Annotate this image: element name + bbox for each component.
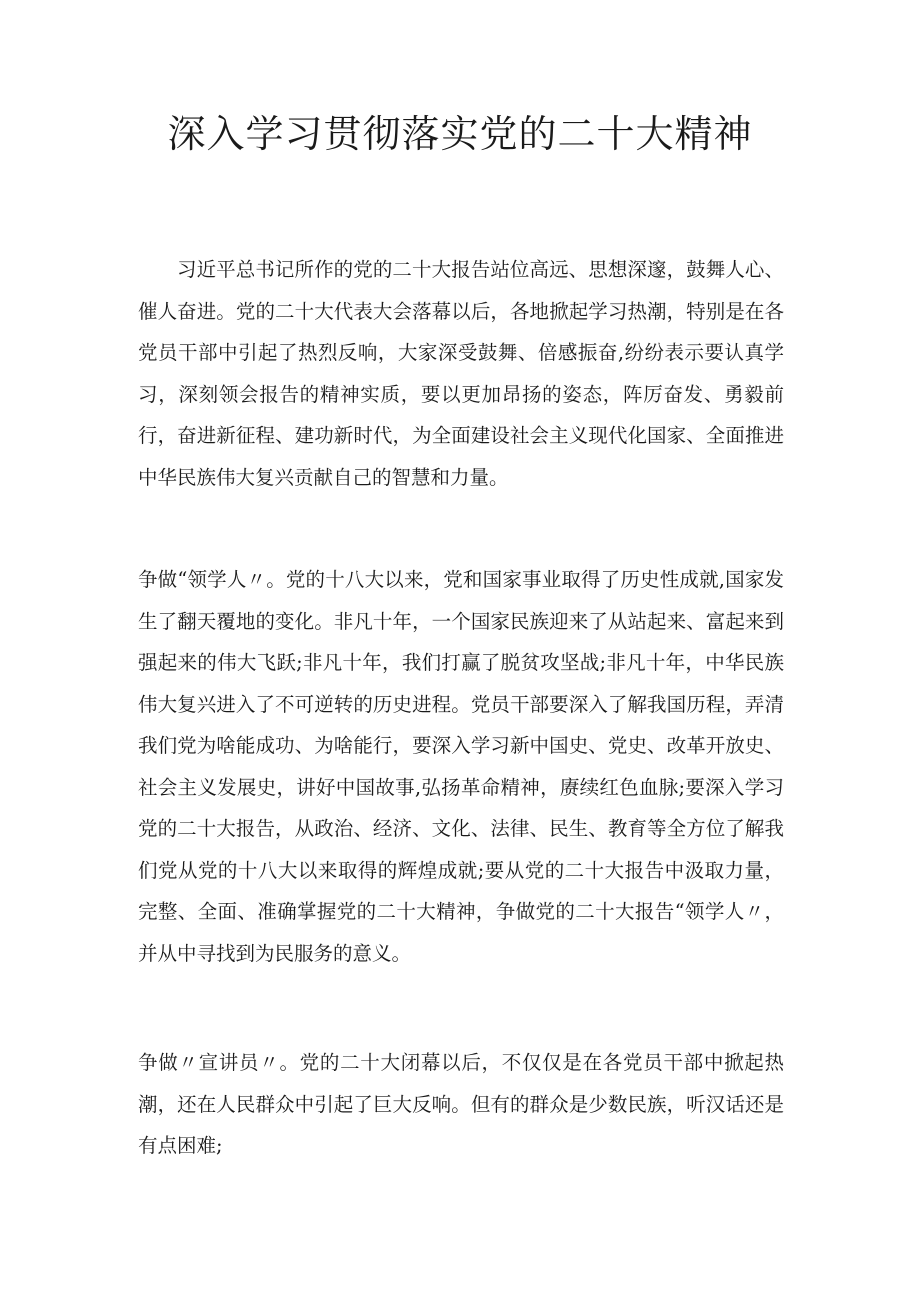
paragraph-lecturer: 争做〃宣讲员〃。党的二十大闭幕以后，不仅仅是在各党员干部中掀起热潮，还在人民群众中引起了巨大反响。但有的群众是少数民族，听汉话还是有点困难; [138,1051,784,1157]
paragraph-intro: 习近平总书记所作的党的二十大报告站位高远、思想深邃，鼓舞人心、催人奋进。党的二十大代表大会落幕以后，各地掀起学习热潮，特别是在各党员干部中引起了热烈反响，大家深受鼓舞、倍感振奋,纷纷表示要认真学习，深刻领会报告的精神实质，要以更加昂扬的姿态，阵厉奋发、勇毅前行，奋进新征程、建功新时代，为全面建设社会主义现代化国家、全面推进中华民族伟大复兴贡献自己的智慧和力量。 [138,258,784,489]
document-title: 深入学习贯彻落实党的二十大精神 [167,112,753,156]
paragraph-lead-learner: 争做“领学人〃。党的十八大以来，党和国家事业取得了历史性成就,国家发生了翻天覆地的变化。非凡十年，一个国家民族迎来了从站起来、富起来到强起来的伟大飞跃;非凡十年，我们打赢了脱贫攻坚战;非凡十年，中华民族伟大复兴进入了不可逆转的历史进程。党员干部要深入了解我国历程，弄清我们党为啥能成功、为啥能行，要深入学习新中国史、党史、改革开放史、社会主义发展史，讲好中国故事,弘扬革命精神，赓续红色血脉;要深入学习党的二十大报告，从政治、经济、文化、法律、民生、教育等全方位了解我们党从党的十八大以来取得的辉煌成就;要从党的二十大报告中汲取力量，完整、全面、准确掌握党的二十大精神，争做党的二十大报告“领学人〃，并从中寻找到为民服务的意义。 [138,568,784,965]
